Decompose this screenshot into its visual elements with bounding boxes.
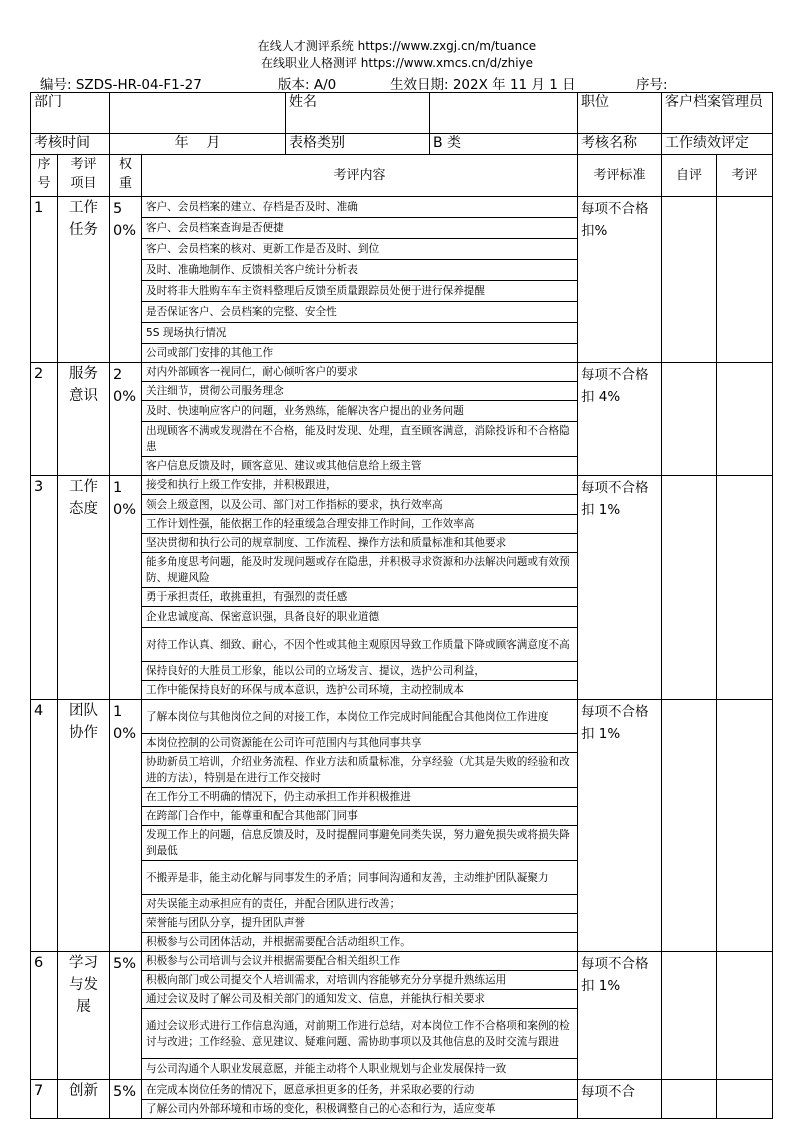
- content-row: [142, 323, 577, 344]
- content-text: 在跨部门合作中，能尊重和配合其他部门同事: [142, 807, 577, 826]
- col-self-header: 自评: [662, 155, 717, 197]
- serial-number-label: 序号:: [636, 77, 668, 93]
- section-row: [31, 952, 773, 1080]
- period-value[interactable]: 年 月: [110, 134, 286, 155]
- content-row: [142, 662, 577, 681]
- content-row: [142, 401, 577, 422]
- content-row: [142, 239, 577, 260]
- form-type-value: B 类: [430, 134, 578, 155]
- section-number: 4: [31, 700, 58, 952]
- content-row: [142, 422, 577, 457]
- content-row: [142, 515, 577, 534]
- content-list: [142, 1080, 577, 1118]
- section-content: [142, 476, 578, 700]
- section-weight-value: 50%: [113, 201, 137, 239]
- content-row: [142, 1080, 577, 1100]
- content-row: [142, 363, 577, 382]
- content-row: [142, 495, 577, 515]
- content-text: 客户、会员档案查询是否便捷: [142, 218, 577, 239]
- content-row: [142, 788, 577, 807]
- content-text: 了解公司内外部环境和市场的变化，积极调整自己的心态和行为，适应变革: [146, 1103, 496, 1115]
- content-text: 与公司沟通个人职业发展意愿，并能主动将个人职业规划与企业发展保持一致: [146, 1063, 507, 1075]
- section-content: [142, 700, 578, 952]
- content-text: 能多角度思考问题，能及时发现问题或存在隐患，并积极寻求资源和办法解决问题或有效预防、规避风险: [142, 553, 577, 588]
- content-text: 关注细节，贯彻公司服务理念: [142, 382, 577, 401]
- period-label: 考核时间: [31, 134, 110, 155]
- content-text: 在完成本岗位任务的情况下，愿意承担更多的任务，并采取必要的行动: [142, 1080, 577, 1100]
- content-text: 客户、会员档案的核对、更新工作是否及时、到位: [142, 239, 577, 260]
- section-row: [31, 700, 773, 952]
- content-text: 在工作分工不明确的情况下，仍主动承担工作并积极推进: [142, 788, 577, 807]
- content-text: 客户、会员档案的建立、存档是否及时、准确: [142, 197, 577, 218]
- content-text: 企业忠诚度高、保密意识强，具备良好的职业道德: [142, 607, 577, 628]
- section-row: [31, 197, 773, 363]
- content-text: 积极参与公司培训与会议并根据需要配合相关组织工作: [142, 952, 577, 971]
- section-weight: [110, 197, 142, 363]
- content-row: [142, 861, 577, 895]
- section-number: 1: [31, 197, 58, 363]
- content-row: [142, 476, 577, 495]
- col-no-header: 序号: [31, 155, 58, 197]
- content-text: 保持良好的大胜员工形象，能以公司的立场发言、提议，选护公司利益，: [142, 662, 577, 681]
- content-text: 工作中能保持良好的环保与成本意识，选护公司环境，主动控制成本: [146, 684, 464, 696]
- self-score-cell[interactable]: [662, 700, 717, 952]
- name-label: 姓名: [286, 93, 430, 134]
- position-label: 职位: [578, 93, 662, 134]
- content-text: 积极参与公司团体活动，并根据需要配合活动组织工作。: [146, 936, 411, 948]
- content-row: [142, 260, 577, 281]
- content-row: [142, 971, 577, 990]
- document-version: 版本: A/0: [278, 77, 337, 93]
- content-row: [142, 457, 577, 476]
- content-row: [142, 826, 577, 861]
- header-line-1: 在线人才测评系统 https://www.zxgj.cn/m/tuance: [257, 39, 537, 53]
- content-row: [142, 700, 577, 734]
- content-text: 不搬弄是非，能主动化解与同事发生的矛盾；同事间沟通和友善，主动维护团队凝聚力: [142, 861, 577, 895]
- section-item: 学习与发展: [58, 952, 110, 1080]
- section-content: [142, 952, 578, 1080]
- section-weight: [110, 363, 142, 476]
- content-text: 及时、快速响应客户的问题，业务熟练，能解决客户提出的业务问题: [142, 401, 577, 422]
- content-text: 工作计划性强，能依据工作的轻重缓急合理安排工作时间，工作效率高: [142, 515, 577, 534]
- content-list: [142, 197, 577, 362]
- content-text: 对内外部顾客一视同仁，耐心倾听客户的要求: [142, 363, 577, 382]
- content-text: 客户信息反馈及时，顾客意见、建议或其他信息给上级主管: [146, 460, 422, 472]
- name-value[interactable]: [430, 93, 578, 134]
- content-text: 荣誉能与团队分享，提升团队声誉: [142, 914, 577, 933]
- content-text: 勇于承担责任，敢挑重担，有强烈的责任感: [142, 588, 577, 607]
- document-meta: [40, 73, 770, 91]
- section-row: [31, 363, 773, 476]
- content-row: [142, 281, 577, 302]
- content-row: [142, 1100, 577, 1119]
- content-text: 是否保证客户、会员档案的完整、安全性: [142, 302, 577, 323]
- content-row: [142, 607, 577, 628]
- col-weight-header: 权重: [110, 155, 142, 197]
- section-content: [142, 197, 578, 363]
- section-standard: 每项不合格扣 1%: [578, 952, 662, 1080]
- section-weight-value: 10%: [113, 704, 137, 742]
- content-row: [142, 588, 577, 607]
- dept-label: 部门: [31, 93, 110, 134]
- content-text: 通过会议形式进行工作信息沟通，对前期工作进行总结，对本岗位工作不合格项和案例的检讨与改进；工作经验、意见建议、疑难问题、需协助事项以及其他信息的及时交流与跟进: [142, 1009, 577, 1059]
- section-number: 6: [31, 952, 58, 1080]
- section-content: [142, 1080, 578, 1119]
- section-row: [31, 476, 773, 700]
- col-standard-header: 考评标准: [578, 155, 662, 197]
- content-text: 出现顾客不满或发现潜在不合格，能及时发现、处理，直至顾客满意，消除投诉和不合格隐患: [142, 422, 577, 457]
- section-weight-value: 10%: [113, 480, 137, 518]
- content-row: [142, 895, 577, 914]
- document-code: 编号: SZDS-HR-04-F1-27: [40, 77, 202, 93]
- self-score-cell[interactable]: [662, 952, 717, 1080]
- content-row: [142, 681, 577, 700]
- section-number: 7: [31, 1080, 58, 1119]
- section-standard: 每项不合格扣%: [578, 197, 662, 363]
- col-review-header: 考评: [717, 155, 773, 197]
- content-row: [142, 344, 577, 363]
- section-item: 服务意识: [58, 363, 110, 476]
- content-text: 了解本岗位与其他岗位之间的对接工作，本岗位工作完成时间能配合其他岗位工作进度: [142, 700, 577, 734]
- content-row: [142, 382, 577, 401]
- content-text: 对待工作认真、细致、耐心，不因个性或其他主观原因导致工作质量下降或顾客满意度不高: [142, 628, 577, 662]
- content-text: 对失误能主动承担应有的责任，并配合团队进行改善；: [142, 895, 577, 914]
- content-text: 协助新员工培训，介绍业务流程、作业方法和质量标准，分享经验（尤其是失败的经验和改进的方法），特别是在进行工作交接时: [142, 753, 577, 788]
- content-text: 积极向部门或公司提交个人培训需求，对培训内容能够充分分享提升熟练运用: [142, 971, 577, 990]
- section-item: 团队协作: [58, 700, 110, 952]
- review-score-cell[interactable]: [717, 700, 773, 952]
- self-score-cell[interactable]: [662, 1080, 717, 1119]
- section-item: 创新: [58, 1080, 110, 1119]
- content-row: [142, 933, 577, 952]
- content-text: 领会上级意图，以及公司、部门对工作指标的要求，执行效率高: [142, 495, 577, 515]
- section-weight-value: 20%: [113, 367, 137, 405]
- position-value: 客户档案管理员: [662, 93, 773, 134]
- content-list: [142, 476, 577, 699]
- section-standard: 每项不合格扣 1%: [578, 700, 662, 952]
- eval-name-value: 工作绩效评定: [662, 134, 773, 155]
- col-item-header: 考评项目: [58, 155, 110, 197]
- content-row: [142, 553, 577, 588]
- self-score-cell[interactable]: [662, 197, 717, 363]
- section-weight: [110, 476, 142, 700]
- content-text: 接受和执行上级工作安排，并积极跟进，: [142, 476, 577, 495]
- content-row: [142, 302, 577, 323]
- review-score-cell[interactable]: [717, 476, 773, 700]
- content-row: [142, 952, 577, 971]
- self-score-cell[interactable]: [662, 363, 717, 476]
- section-item: 工作态度: [58, 476, 110, 700]
- sections-body: [31, 197, 773, 1119]
- section-weight-value: 5%: [113, 956, 137, 972]
- section-weight: [110, 952, 142, 1080]
- section-weight: [110, 1080, 142, 1119]
- content-list: [142, 952, 577, 1079]
- content-text: 公司或部门安排的其他工作: [146, 347, 274, 359]
- effective-date: 生效日期: 202X 年 11 月 1 日: [390, 77, 576, 93]
- content-text: 及时将非大胜购车车主资料整理后反馈至质量跟踪员处便于进行保养提醒: [142, 281, 577, 302]
- section-weight-value: 5%: [113, 1084, 137, 1100]
- content-list: [142, 363, 577, 475]
- content-row: [142, 753, 577, 788]
- content-row: [142, 990, 577, 1009]
- content-text: 5S 现场执行情况: [142, 323, 577, 344]
- content-row: [142, 807, 577, 826]
- content-row: [142, 734, 577, 753]
- content-text: 发现工作上的问题，信息反馈及时，及时提醒同事避免同类失误，努力避免损失或将损失降到最低: [142, 826, 577, 861]
- section-number: 2: [31, 363, 58, 476]
- content-text: 坚决贯彻和执行公司的规章制度、工作流程、操作方法和质量标准和其他要求: [142, 534, 577, 553]
- section-standard: 每项不合格扣 4%: [578, 363, 662, 476]
- content-row: [142, 534, 577, 553]
- section-content: [142, 363, 578, 476]
- review-score-cell[interactable]: [717, 952, 773, 1080]
- content-row: [142, 197, 577, 218]
- section-standard: 每项不合格扣 1%: [578, 476, 662, 700]
- section-item: 工作任务: [58, 197, 110, 363]
- form-type-label: 表格类别: [286, 134, 430, 155]
- section-row: [31, 1080, 773, 1119]
- review-score-cell[interactable]: [717, 363, 773, 476]
- section-weight: [110, 700, 142, 952]
- evaluation-form: [30, 92, 773, 1119]
- dept-value[interactable]: [110, 93, 286, 134]
- content-row: [142, 218, 577, 239]
- self-score-cell[interactable]: [662, 476, 717, 700]
- review-score-cell[interactable]: [717, 197, 773, 363]
- content-row: [142, 1009, 577, 1059]
- content-list: [142, 700, 577, 951]
- content-row: [142, 628, 577, 662]
- eval-name-label: 考核名称: [578, 134, 662, 155]
- section-number: 3: [31, 476, 58, 700]
- content-row: [142, 1059, 577, 1080]
- review-score-cell[interactable]: [717, 1080, 773, 1119]
- header-line-2: 在线职业人格测评 https://www.xmcs.cn/d/zhiye: [260, 56, 534, 70]
- col-content-header: 考评内容: [142, 155, 578, 197]
- section-standard: 每项不合: [578, 1080, 662, 1119]
- content-text: 及时、准确地制作、反馈相关客户统计分析表: [142, 260, 577, 281]
- content-text: 本岗位控制的公司资源能在公司许可范围内与其他同事共享: [142, 734, 577, 753]
- content-row: [142, 914, 577, 933]
- content-text: 通过会议及时了解公司及相关部门的通知发文、信息，并能执行相关要求: [142, 990, 577, 1009]
